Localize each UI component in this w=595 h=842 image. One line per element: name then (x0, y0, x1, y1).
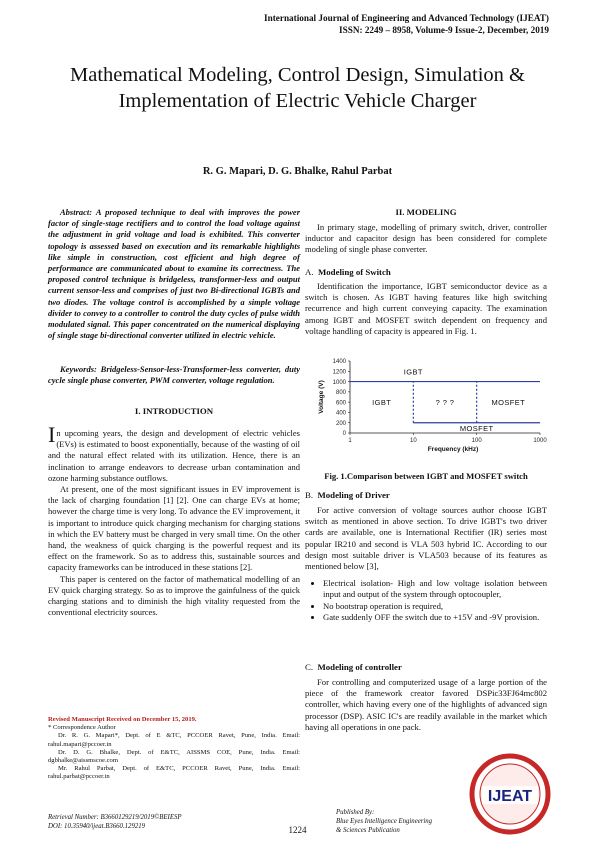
subsec-b-num: B. (305, 490, 314, 500)
y-tick-label: 1400 (332, 359, 346, 366)
intro-dropcap: I (48, 422, 56, 447)
modeling-p1: In primary stage, modelling of primary switch, driver, controller inductor and capacitor design has been considered for complete modeling of single phase converter. (305, 222, 547, 255)
publisher-line-1: Published By: (336, 809, 375, 816)
fig1-chart (290, 353, 550, 468)
intro-p2: At present, one of the most significant issues in EV improvement is the lack of charging foundation [1] [2]. One can charge EVs at home; however the charge time is very long. To advance the EV improvement, it is important to introduce quick charging mechanism for charging stations in which the EV battery must be charged in very small time. On the other hand, the weakness of quick charging is the powerful request and its effect on the framework. So as to address this, sustainable sources and capacity frameworks can be introduced in these stations [2]. (48, 484, 300, 573)
subsec-c-heading (305, 662, 547, 672)
publisher (336, 808, 432, 835)
publisher-line-2: Blue Eyes Intelligence Engineering (336, 818, 433, 825)
ijeat-logo (468, 752, 552, 836)
intro-p3: This paper is centered on the factor of mathematical modelling of an EV quick charging strategy. So as to improve the gainfulness of the quick charging stations and to diminish the high vitality requested from the conventional electricity sources. (48, 573, 300, 618)
x-tick-label: 1000 (533, 438, 547, 444)
x-tick-label: 10 (409, 438, 417, 444)
received-date: Revised Manuscript Received on December 15, 2019. (48, 716, 197, 723)
page-number: 1224 (288, 825, 307, 835)
journal-header (264, 12, 549, 36)
doi: DOI: 10.35940/ijeat.B3660.129219 (48, 823, 146, 830)
driver-feature-item: • Electrical isolation- High and low voltage isolation between input and output of the system through optocoupler, (323, 578, 547, 600)
paper-authors: R. G. Mapari, D. G. Bhalke, Rahul Parbat (202, 166, 393, 177)
region-label: MOSFET (491, 398, 526, 408)
subsec-c-p: For controlling and computerized usage of a large portion of the piece of the framework creator favored DSPic33FJ64mc802 controller, which having every one of the highlights of advanced sign processor (DSP). ASIC IC's are readily available in the market which having all operations in one pack. (305, 677, 547, 732)
journal-name: International Journal of Engineering and Advanced Technology (IJEAT) (264, 13, 549, 23)
x-tick-label: 100 (471, 438, 482, 444)
subsec-b-title: Modeling of Driver (317, 490, 390, 500)
keywords (48, 364, 300, 386)
y-tick-label: 1200 (332, 369, 346, 376)
x-tick-label: 1 (348, 438, 352, 444)
subsec-a-title: Modeling of Switch (317, 267, 391, 277)
subsec-a-num: A. (305, 267, 314, 277)
author-affil-2: Dr. D. G. Bhalke, Dept. of E&TC, AISSMS COE, Pune, India. Email: dgbhalke@aissmscoe.com (48, 748, 300, 765)
paper-title: Mathematical Modeling, Control Design, Simulation & Implementation of Electric Vehicle Charger (70, 64, 525, 112)
fig1-caption: Fig. 1.Comparison between IGBT and MOSFET switch (324, 471, 528, 481)
subsec-b-p: For active conversion of voltage sources author choose IGBT switch as mentioned in above section. To drive IGBT's two driver cards are available, one is International Rectifier (IR) series most popular IR210 and second is VLA 503 hybrid IC. According to our design most suitable driver is VLA503 because of its features as mentioned below [3], (305, 505, 547, 572)
abstract (48, 207, 300, 341)
driver-feature-item: • No bootstrap operation is required, (323, 601, 547, 612)
y-tick-label: 0 (342, 431, 346, 438)
y-tick-label: 400 (335, 410, 346, 417)
y-tick-label: 800 (335, 390, 346, 397)
region-label: ? ? ? (435, 398, 455, 408)
journal-issn: ISSN: 2249 – 8958, Volume-9 Issue-2, December, 2019 (339, 25, 549, 35)
y-tick-label: 1000 (332, 379, 346, 386)
intro-p1: n upcoming years, the design and development of electric vehicles (EVs) is estimated to boost exponentially, because of the wasting of oil and the natural effect related with its utilization. Hence, there is an inclination to arrange endeavors to decrease urban contamination and ozone harming substance outflows. (48, 428, 300, 483)
subsec-c-num: C. (305, 662, 314, 672)
subsec-c-title: Modeling of controller (317, 662, 402, 672)
subsec-a-p: Identification the importance, IGBT semiconductor device as a switch is chosen. As IGBT having features like high switching recurrence and high current conveying capacity. The examination among IGBT and MOSFET switch dependent on frequency and voltage handling of capacity is appeared in Fig. 1. (305, 281, 547, 336)
abstract-text: A proposed technique to deal with improves the power factor of single-stage rectifiers and to control the load voltage against the adjustment in grid voltage and load is exhibited. This converter topology is assessed based on execution and its remarkable highlights like simple in construction, cost efficient and high degree of performance are communicated about to examine its correctness. The proposed control technique is bridgeless, transformer-less and output current sensor-less and comprises of just two Bi-directional IGBTs and two diodes. The voltage control is accomplished by a simple voltage divider to convey to a controller to control the duty cycles of pulse width modulated signal. This paper concentrated on the numerical displaying of single stage bi-directional converter utilized in electric vehicle. (48, 207, 300, 341)
subsec-c-body (305, 677, 547, 733)
region-label: IGBT (403, 367, 423, 377)
subsec-a-body (305, 281, 547, 337)
driver-feature-list (305, 578, 547, 623)
region-label: MOSFET (459, 423, 494, 433)
keywords-text: Bridgeless-Sensor-less-Transformer-less converter, duty cycle single phase converter, PWM converter, voltage regulation. (48, 364, 300, 386)
correspondence-note: * Correspondence Author (48, 724, 116, 732)
subsec-b-heading (305, 490, 547, 500)
y-tick-label: 200 (335, 420, 346, 427)
intro-heading: I. INTRODUCTION (134, 406, 214, 416)
publisher-line-3: & Sciences Publication (336, 827, 400, 834)
driver-feature-item: • Gate suddenly OFF the switch due to +15V and -9V provision. (323, 612, 547, 623)
region-label: IGBT (372, 398, 392, 408)
modeling-intro (305, 222, 547, 256)
modeling-heading: II. MODELING (395, 207, 457, 217)
abstract-label: Abstract: (60, 207, 93, 217)
y-axis-label: Voltage (V) (318, 380, 325, 414)
logo-text: IJEAT (487, 788, 533, 805)
author-affil-3: Mr. Rahul Parbat, Dept. of E&TC, PCCOER Ravet, Pune, India. Email: rahul.parbat@pccoer.in (48, 765, 300, 781)
keywords-label: Keywords: (60, 364, 97, 374)
subsec-a-heading (305, 267, 547, 277)
footnote (48, 716, 300, 782)
x-axis-label: Frequency (kHz) (427, 446, 479, 453)
retrieval-number: Retrieval Number: B3660129219/2019©BEIESP (48, 814, 182, 821)
subsec-b-body (305, 505, 547, 623)
author-affil-1: Dr. R. G. Mapari*, Dept. of E &TC, PCCOER Ravet, Pune, India. Email: rahul.mapari@pccoer.in (48, 732, 300, 748)
intro-body (48, 422, 300, 618)
y-tick-label: 600 (335, 400, 346, 407)
